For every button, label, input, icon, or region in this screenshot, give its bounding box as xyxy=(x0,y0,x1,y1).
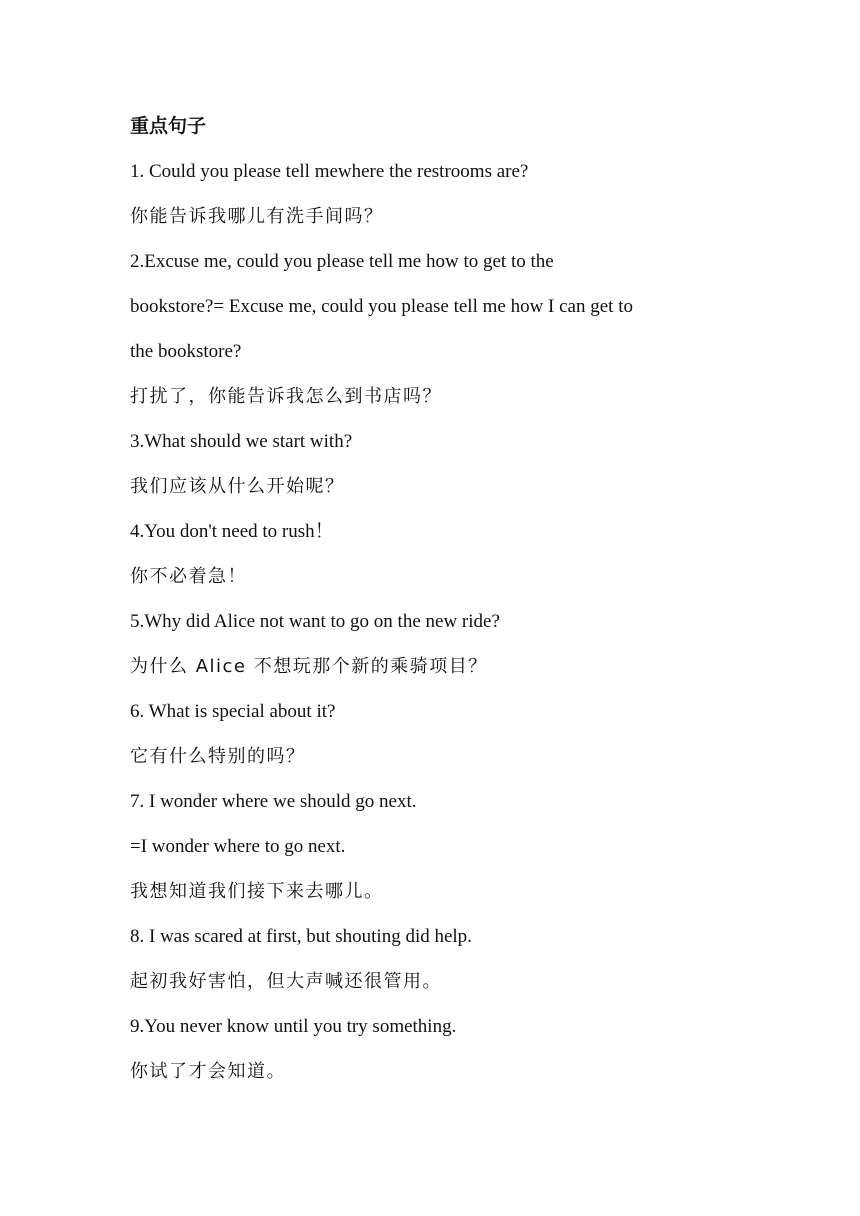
sentence-2-en-part-3: the bookstore? xyxy=(130,341,242,362)
sentence-8-en: 8. I was scared at first, but shouting did help. xyxy=(130,926,472,947)
sentence-2-en-part-2: bookstore?= Excuse me, could you please tell me how I can get to xyxy=(130,296,633,317)
sentence-3-zh: 我们应该从什么开始呢？ xyxy=(130,476,345,497)
sentence-9-en: 9.You never know until you try something. xyxy=(130,1016,457,1037)
sentence-5-zh: 为什么 Alice 不想玩那个新的乘骑项目？ xyxy=(130,656,488,677)
sentence-6-zh: 它有什么特别的吗？ xyxy=(130,746,306,767)
sentence-4-zh: 你不必着急！ xyxy=(130,566,247,587)
sentence-4-en: 4.You don't need to rush！ xyxy=(130,521,334,542)
sentence-5-en: 5.Why did Alice not want to go on the new ride? xyxy=(130,611,500,632)
sentence-6-en: 6. What is special about it? xyxy=(130,701,336,722)
sentence-2-zh: 打扰了，你能告诉我怎么到书店吗？ xyxy=(130,386,442,407)
sentence-1-en: 1. Could you please tell mewhere the restrooms are? xyxy=(130,161,529,182)
sentence-7-zh: 我想知道我们接下来去哪儿。 xyxy=(130,881,384,902)
section-heading: 重点句子 xyxy=(130,115,207,137)
sentence-3-en: 3.What should we start with? xyxy=(130,431,353,452)
sentence-9-zh: 你试了才会知道。 xyxy=(130,1061,286,1082)
document-page xyxy=(130,104,770,1094)
sentence-7-en-alt: =I wonder where to go next. xyxy=(130,836,346,857)
sentence-8-zh: 起初我好害怕，但大声喊还很管用。 xyxy=(130,971,442,992)
sentence-1-zh: 你能告诉我哪儿有洗手间吗？ xyxy=(130,206,384,227)
sentence-7-en: 7. I wonder where we should go next. xyxy=(130,791,417,812)
sentence-2-en-part-1: 2.Excuse me, could you please tell me how to get to the xyxy=(130,251,554,272)
